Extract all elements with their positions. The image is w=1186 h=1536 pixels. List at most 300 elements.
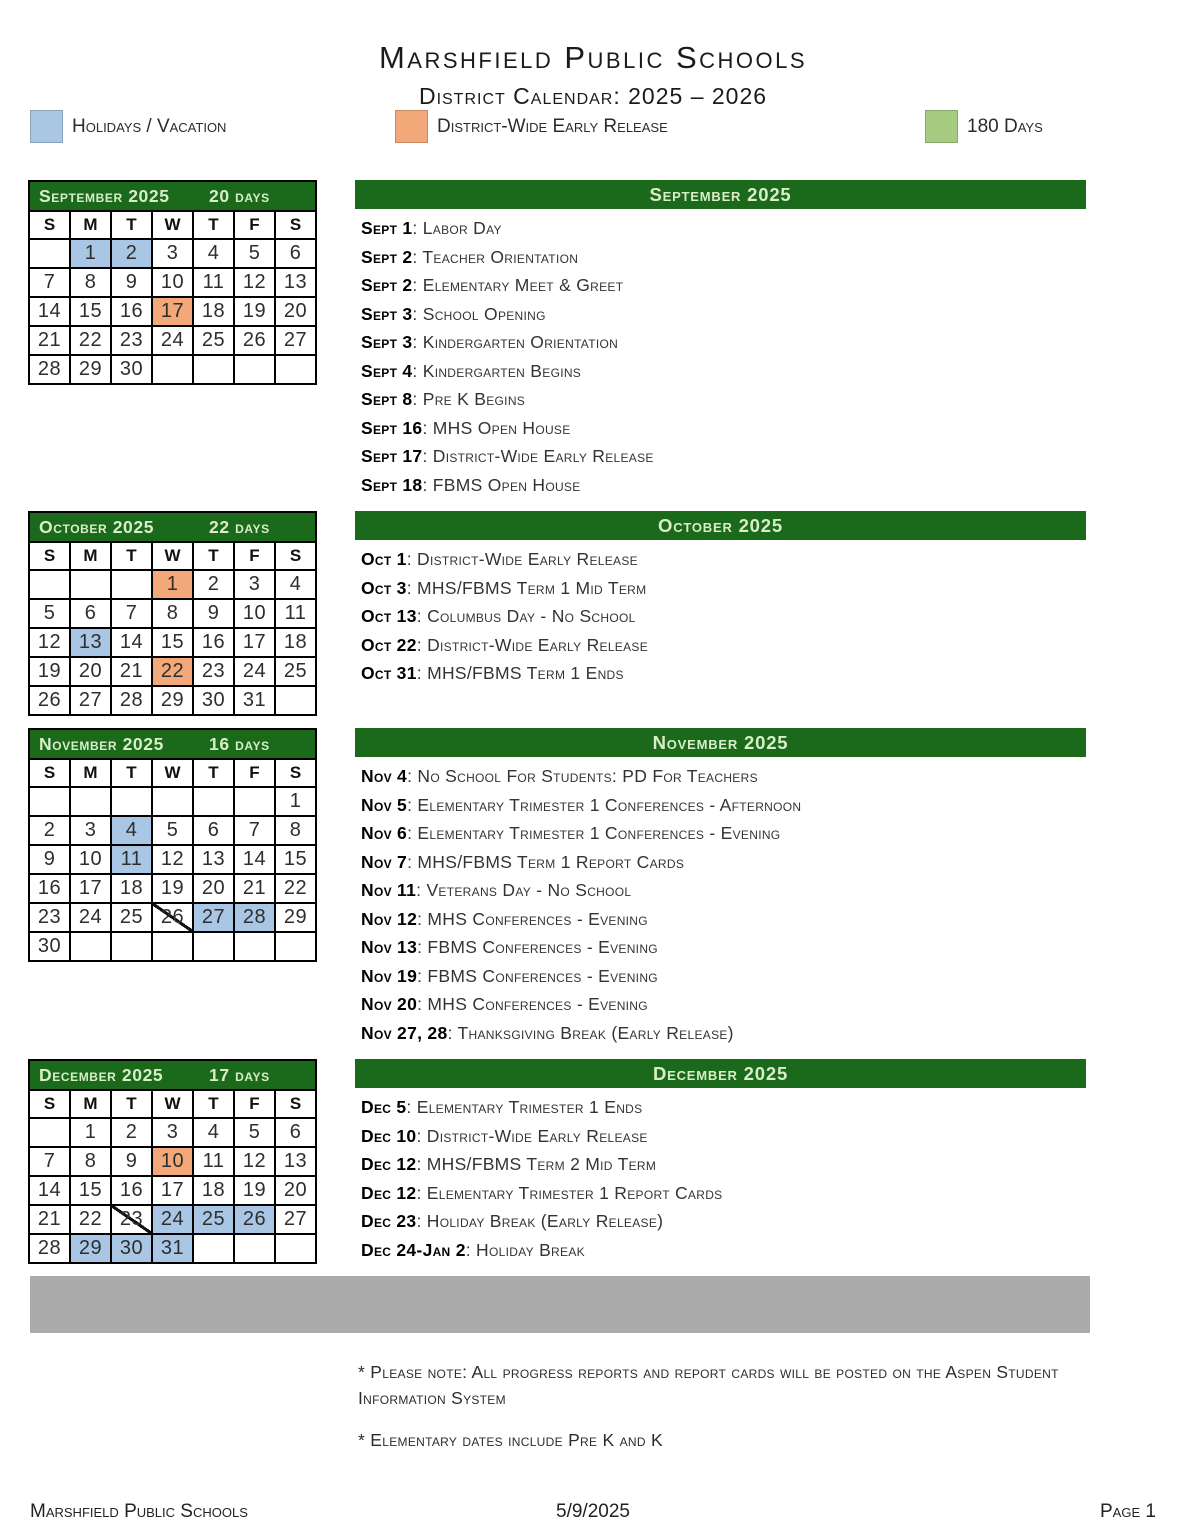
day-cell: 11 (193, 268, 234, 297)
week-row (29, 816, 316, 845)
day-cell: 13 (70, 628, 111, 657)
event-item (361, 1122, 1086, 1151)
event-date: Nov 4 (361, 766, 408, 787)
event-date: Nov 6 (361, 823, 408, 844)
event-desc: : Pre K Begins (412, 389, 526, 410)
day-cell (70, 787, 111, 816)
event-desc: : Elementary Trimester 1 Ends (406, 1097, 643, 1118)
day-cell: 16 (111, 297, 152, 326)
day-cell: 3 (152, 239, 193, 268)
day-cell: 4 (275, 570, 316, 599)
day-cell: 6 (275, 1118, 316, 1147)
event-item (361, 1150, 1086, 1179)
event-desc: : Elementary Trimester 1 Conferences - Evening (407, 823, 781, 844)
legend-item-180-days (925, 110, 1043, 143)
weekday-label: T (193, 211, 234, 239)
day-cell: 4 (193, 1118, 234, 1147)
event-desc: : FBMS Conferences - Evening (417, 937, 658, 958)
day-cell: 15 (70, 1176, 111, 1205)
day-cell: 6 (70, 599, 111, 628)
event-desc: : Columbus Day - No School (416, 606, 636, 627)
week-row (29, 1205, 316, 1234)
day-cell: 9 (111, 268, 152, 297)
calendar-grid (28, 1089, 317, 1264)
calendar-month-name: December 2025 (39, 1064, 164, 1085)
day-cell (193, 355, 234, 384)
day-cell: 29 (70, 1234, 111, 1263)
day-cell: 3 (234, 570, 275, 599)
event-date: Nov 12 (361, 908, 418, 929)
calendar-days-count: 17 days (209, 1064, 270, 1085)
day-cell (275, 1234, 316, 1263)
day-cell: 25 (193, 326, 234, 355)
event-item (361, 762, 1086, 791)
calendar-days-count: 20 days (209, 185, 270, 206)
day-cell: 4 (193, 239, 234, 268)
day-cell: 1 (275, 787, 316, 816)
day-cell: 18 (275, 628, 316, 657)
day-cell: 14 (29, 297, 70, 326)
event-date: Oct 31 (361, 663, 417, 684)
event-date: Oct 22 (361, 634, 417, 655)
day-cell (275, 686, 316, 715)
day-cell (111, 570, 152, 599)
calendar-grid (28, 758, 317, 962)
day-cell (111, 932, 152, 961)
day-cell: 9 (111, 1147, 152, 1176)
event-item (361, 848, 1086, 877)
day-cell: 19 (152, 874, 193, 903)
holiday-color-swatch (30, 110, 63, 143)
event-date: Sept 4 (361, 360, 413, 381)
day-cell: 18 (193, 1176, 234, 1205)
weekday-label: S (29, 542, 70, 570)
event-date: Dec 12 (361, 1154, 417, 1175)
event-item (361, 1093, 1086, 1122)
day-cell: 2 (111, 239, 152, 268)
event-date: Dec 10 (361, 1125, 417, 1146)
day-cell: 26 (29, 686, 70, 715)
events-panel-october (355, 511, 1086, 688)
weekday-header-row (29, 759, 316, 787)
day-cell: 30 (193, 686, 234, 715)
day-cell: 22 (70, 1205, 111, 1234)
day-cell (29, 239, 70, 268)
day-cell: 15 (275, 845, 316, 874)
day-cell: 16 (111, 1176, 152, 1205)
day-cell: 13 (275, 1147, 316, 1176)
events-title-bar: November 2025 (355, 728, 1086, 757)
calendar-grid (28, 541, 317, 716)
day-cell: 2 (111, 1118, 152, 1147)
weekday-label: W (152, 211, 193, 239)
day-cell (70, 932, 111, 961)
legend-label: Holidays / Vacation (72, 115, 227, 137)
day-cell: 8 (152, 599, 193, 628)
event-desc: : School Opening (412, 303, 546, 324)
day-cell: 14 (234, 845, 275, 874)
day-cell: 18 (111, 874, 152, 903)
divider-bar (30, 1276, 1090, 1333)
days-color-swatch (925, 110, 958, 143)
day-cell: 24 (70, 903, 111, 932)
day-cell: 26 (152, 903, 193, 932)
day-cell: 10 (152, 1147, 193, 1176)
footnote-progress-reports: * Please note: All progress reports and report cards will be posted on the Aspen Student Information System (358, 1362, 1059, 1409)
day-cell (152, 787, 193, 816)
event-item (361, 357, 1086, 386)
day-cell: 26 (234, 1205, 275, 1234)
day-cell: 23 (193, 657, 234, 686)
day-cell (29, 570, 70, 599)
day-cell: 22 (152, 657, 193, 686)
day-cell: 2 (193, 570, 234, 599)
event-desc: : FBMS Conferences - Evening (417, 965, 658, 986)
day-cell: 8 (70, 1147, 111, 1176)
event-item (361, 602, 1086, 631)
week-row (29, 628, 316, 657)
weekday-label: M (70, 542, 111, 570)
day-cell: 23 (29, 903, 70, 932)
day-cell: 19 (234, 1176, 275, 1205)
event-desc: : Teacher Orientation (412, 246, 579, 267)
week-row (29, 1234, 316, 1263)
day-cell: 4 (111, 816, 152, 845)
weekday-label: W (152, 542, 193, 570)
day-cell: 1 (70, 239, 111, 268)
day-cell: 9 (29, 845, 70, 874)
day-cell: 19 (29, 657, 70, 686)
event-date: Sept 2 (361, 246, 413, 267)
day-cell (111, 787, 152, 816)
day-cell: 20 (275, 297, 316, 326)
event-date: Sept 3 (361, 303, 413, 324)
event-desc: : District-Wide Early Release (416, 634, 649, 655)
events-list (355, 214, 1086, 499)
day-cell: 14 (111, 628, 152, 657)
day-cell: 7 (111, 599, 152, 628)
event-date: Nov 13 (361, 937, 418, 958)
day-cell: 25 (275, 657, 316, 686)
calendar-days-count: 22 days (209, 516, 270, 537)
weekday-label: M (70, 211, 111, 239)
week-row (29, 599, 316, 628)
day-cell: 17 (152, 1176, 193, 1205)
legend-item-early-release (395, 110, 668, 143)
event-item (361, 214, 1086, 243)
day-cell: 23 (111, 326, 152, 355)
day-cell: 28 (111, 686, 152, 715)
event-desc: : MHS/FBMS Term 1 Ends (416, 663, 624, 684)
event-item (361, 791, 1086, 820)
events-panel-december (355, 1059, 1086, 1264)
weekday-label: S (275, 542, 316, 570)
weekday-label: F (234, 542, 275, 570)
event-date: Sept 1 (361, 218, 413, 239)
day-cell: 30 (111, 355, 152, 384)
day-cell: 30 (111, 1234, 152, 1263)
day-cell: 5 (234, 1118, 275, 1147)
event-date: Sept 8 (361, 389, 413, 410)
event-desc: : MHS/FBMS Term 1 Mid Term (406, 577, 647, 598)
day-cell: 5 (152, 816, 193, 845)
day-cell: 6 (193, 816, 234, 845)
weekday-label: T (111, 759, 152, 787)
event-desc: : District-Wide Early Release (406, 549, 638, 570)
weekday-label: T (111, 1090, 152, 1118)
calendar-month-name: November 2025 (39, 733, 164, 754)
day-cell: 23 (111, 1205, 152, 1234)
page-title: Marshfield Public Schools (378, 40, 808, 75)
month-section-october (28, 511, 1186, 716)
day-cell: 3 (70, 816, 111, 845)
event-item (361, 545, 1086, 574)
day-cell: 31 (234, 686, 275, 715)
event-desc: : Kindergarten Orientation (412, 332, 619, 353)
events-panel-november (355, 728, 1086, 1047)
calendar-title-bar (28, 180, 317, 210)
day-cell: 27 (275, 1205, 316, 1234)
footer-page-number: Page 1 (1100, 1501, 1156, 1522)
day-cell: 12 (152, 845, 193, 874)
event-desc: : No School For Students: PD For Teachers (407, 766, 758, 787)
event-desc: : Elementary Trimester 1 Conferences - Afternoon (407, 794, 802, 815)
event-desc: : FBMS Open House (422, 474, 581, 495)
event-date: Nov 27, 28 (361, 1022, 448, 1043)
event-desc: : Elementary Trimester 1 Report Cards (416, 1182, 723, 1203)
day-cell: 20 (70, 657, 111, 686)
event-item (361, 442, 1086, 471)
events-panel-september (355, 180, 1086, 499)
day-cell: 16 (29, 874, 70, 903)
weekday-label: W (152, 1090, 193, 1118)
day-cell: 7 (29, 1147, 70, 1176)
day-cell (234, 787, 275, 816)
event-desc: : MHS/FBMS Term 1 Report Cards (407, 851, 685, 872)
footer-school-name: Marshfield Public Schools (30, 1501, 248, 1522)
event-date: Nov 5 (361, 794, 408, 815)
legend-item-holidays (30, 110, 226, 143)
day-cell: 11 (193, 1147, 234, 1176)
mini-calendar-september (28, 180, 317, 385)
calendar-title-bar (28, 511, 317, 541)
calendar-grid (28, 210, 317, 385)
early-release-color-swatch (395, 110, 428, 143)
event-date: Dec 24-Jan 2 (361, 1239, 466, 1260)
event-date: Sept 2 (361, 275, 413, 296)
calendar-title-bar (28, 728, 317, 758)
day-cell: 28 (234, 903, 275, 932)
day-cell: 22 (70, 326, 111, 355)
day-cell: 12 (234, 268, 275, 297)
day-cell: 10 (234, 599, 275, 628)
day-cell: 31 (152, 1234, 193, 1263)
event-item (361, 385, 1086, 414)
events-list (355, 1093, 1086, 1264)
weekday-label: M (70, 759, 111, 787)
weekday-label: S (275, 1090, 316, 1118)
weekday-header-row (29, 1090, 316, 1118)
day-cell: 1 (70, 1118, 111, 1147)
event-item (361, 1236, 1086, 1265)
day-cell: 7 (234, 816, 275, 845)
events-title-bar: December 2025 (355, 1059, 1086, 1088)
event-item (361, 1207, 1086, 1236)
event-date: Nov 19 (361, 965, 418, 986)
mini-calendar-december (28, 1059, 317, 1264)
day-cell: 2 (29, 816, 70, 845)
day-cell: 24 (152, 326, 193, 355)
weekday-label: T (111, 211, 152, 239)
day-cell (234, 355, 275, 384)
day-cell (193, 787, 234, 816)
event-desc: : MHS/FBMS Term 2 Mid Term (416, 1154, 657, 1175)
week-row (29, 874, 316, 903)
day-cell: 26 (234, 326, 275, 355)
weekday-label: F (234, 211, 275, 239)
event-item (361, 574, 1086, 603)
weekday-label: T (193, 542, 234, 570)
day-cell: 13 (275, 268, 316, 297)
event-item (361, 1179, 1086, 1208)
day-cell: 17 (152, 297, 193, 326)
day-cell: 15 (70, 297, 111, 326)
day-cell: 12 (29, 628, 70, 657)
event-date: Dec 23 (361, 1211, 417, 1232)
event-desc: : Veterans Day - No School (416, 880, 632, 901)
event-date: Oct 13 (361, 606, 417, 627)
weekday-label: S (29, 759, 70, 787)
month-section-december (28, 1059, 1186, 1264)
day-cell: 21 (111, 657, 152, 686)
day-cell: 29 (152, 686, 193, 715)
weekday-label: F (234, 1090, 275, 1118)
weekday-label: T (193, 759, 234, 787)
day-cell: 6 (275, 239, 316, 268)
day-cell: 8 (275, 816, 316, 845)
event-date: Sept 3 (361, 332, 413, 353)
day-cell (275, 355, 316, 384)
day-cell: 5 (234, 239, 275, 268)
weekday-label: T (111, 542, 152, 570)
event-item (361, 300, 1086, 329)
event-date: Dec 5 (361, 1097, 407, 1118)
event-item (361, 819, 1086, 848)
week-row (29, 1118, 316, 1147)
week-row (29, 903, 316, 932)
day-cell: 17 (70, 874, 111, 903)
event-desc: : Holiday Break (Early Release) (416, 1211, 664, 1232)
month-section-november (28, 728, 1186, 1047)
legend-label: 180 Days (967, 115, 1043, 137)
event-item (361, 962, 1086, 991)
day-cell: 22 (275, 874, 316, 903)
day-cell (234, 1234, 275, 1263)
day-cell: 11 (275, 599, 316, 628)
day-cell: 10 (70, 845, 111, 874)
event-date: Oct 1 (361, 549, 407, 570)
day-cell (234, 932, 275, 961)
event-item (361, 876, 1086, 905)
day-cell: 18 (193, 297, 234, 326)
event-desc: : Holiday Break (465, 1239, 585, 1260)
week-row (29, 845, 316, 874)
day-cell: 21 (29, 1205, 70, 1234)
event-date: Sept 16 (361, 417, 423, 438)
day-cell: 5 (29, 599, 70, 628)
week-row (29, 355, 316, 384)
event-item (361, 659, 1086, 688)
day-cell: 20 (193, 874, 234, 903)
week-row (29, 570, 316, 599)
event-date: Nov 7 (361, 851, 408, 872)
events-title-bar: October 2025 (355, 511, 1086, 540)
calendar-days-count: 16 days (209, 733, 270, 754)
weekday-header-row (29, 211, 316, 239)
week-row (29, 657, 316, 686)
day-cell: 7 (29, 268, 70, 297)
legend (0, 110, 1186, 150)
page-footer (30, 1501, 1156, 1523)
event-date: Dec 12 (361, 1182, 417, 1203)
event-date: Nov 11 (361, 880, 417, 901)
week-row (29, 326, 316, 355)
day-cell: 30 (29, 932, 70, 961)
events-list (355, 545, 1086, 688)
event-desc: : District-Wide Early Release (416, 1125, 648, 1146)
day-cell: 9 (193, 599, 234, 628)
event-desc: : MHS Open House (422, 417, 571, 438)
day-cell: 17 (234, 628, 275, 657)
events-list (355, 762, 1086, 1047)
day-cell (193, 932, 234, 961)
day-cell: 13 (193, 845, 234, 874)
week-row (29, 787, 316, 816)
week-row (29, 1147, 316, 1176)
calendar-title-bar (28, 1059, 317, 1089)
event-item (361, 631, 1086, 660)
week-row (29, 268, 316, 297)
event-desc: : MHS Conferences - Evening (417, 908, 648, 929)
day-cell (29, 787, 70, 816)
weekday-label: S (275, 211, 316, 239)
event-item (361, 243, 1086, 272)
day-cell: 25 (111, 903, 152, 932)
day-cell: 19 (234, 297, 275, 326)
weekday-label: S (29, 1090, 70, 1118)
event-date: Nov 20 (361, 994, 418, 1015)
day-cell: 16 (193, 628, 234, 657)
day-cell: 15 (152, 628, 193, 657)
day-cell: 12 (234, 1147, 275, 1176)
day-cell (70, 570, 111, 599)
weekday-label: F (234, 759, 275, 787)
event-item (361, 905, 1086, 934)
weekday-label: S (275, 759, 316, 787)
event-desc: : District-Wide Early Release (422, 446, 654, 467)
legend-label: District-Wide Early Release (437, 115, 668, 137)
day-cell (152, 932, 193, 961)
event-desc: : Kindergarten Begins (412, 360, 582, 381)
event-item (361, 990, 1086, 1019)
day-cell: 1 (152, 570, 193, 599)
week-row (29, 239, 316, 268)
day-cell: 11 (111, 845, 152, 874)
calendar-month-name: September 2025 (39, 185, 170, 206)
day-cell: 20 (275, 1176, 316, 1205)
calendar-month-name: October 2025 (39, 516, 155, 537)
event-desc: : Elementary Meet & Greet (412, 275, 624, 296)
